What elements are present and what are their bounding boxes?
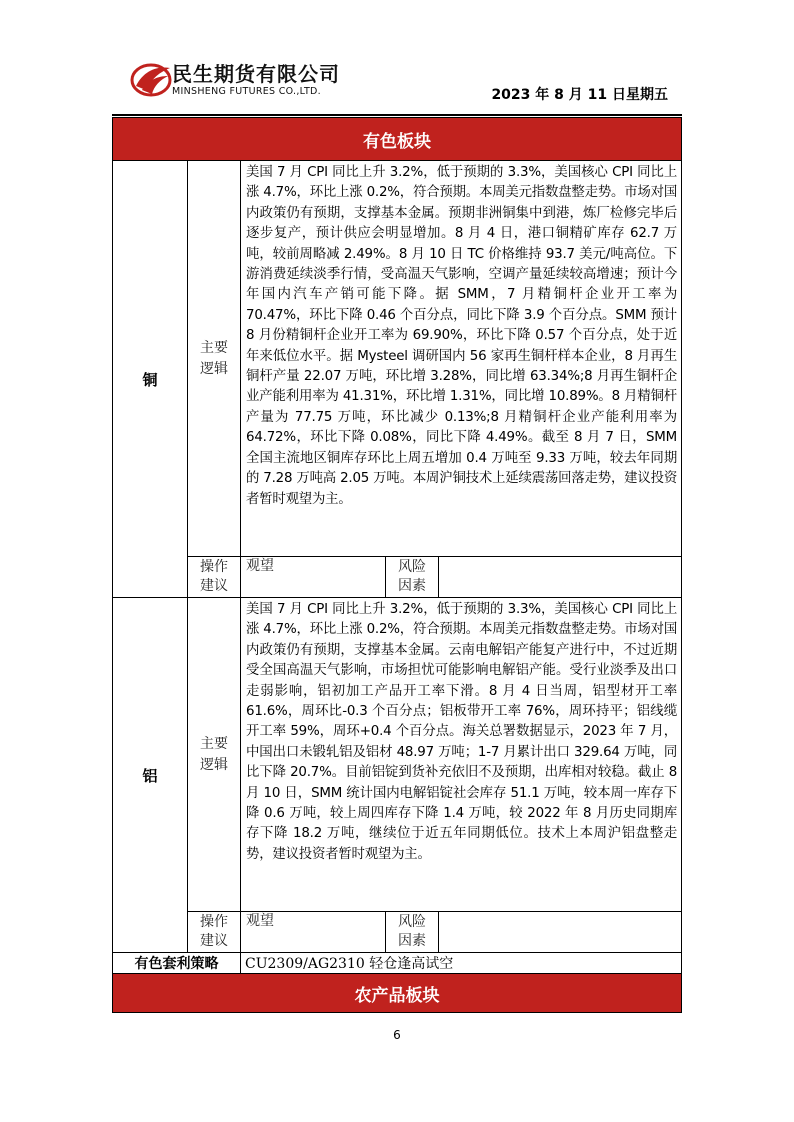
arbitrage-label: 有色套利策略 (113, 953, 241, 974)
page-number: 6 (393, 1028, 401, 1042)
arbitrage-value: CU2309/AG2310 轻仓逢高试空 (241, 953, 682, 974)
company-name-cn: 民生期货有限公司 (172, 62, 340, 86)
copper-label: 铜 (113, 161, 188, 598)
aluminum-logic-label: 主要逻辑 (188, 598, 241, 912)
copper-op-label: 操作建议 (188, 557, 241, 598)
aluminum-risk-label: 风险因素 (386, 912, 439, 953)
copper-risk-value (439, 557, 682, 598)
header-divider (112, 114, 682, 116)
aluminum-label: 铝 (113, 598, 188, 953)
aluminum-op-value: 观望 (241, 912, 386, 953)
agri-section-header: 农产品板块 (113, 974, 682, 1013)
nonferrous-section-header: 有色板块 (113, 118, 682, 161)
nonferrous-table (112, 117, 682, 1013)
copper-risk-label: 风险因素 (386, 557, 439, 598)
aluminum-risk-value (439, 912, 682, 953)
copper-op-value: 观望 (241, 557, 386, 598)
minsheng-logo-icon (130, 60, 174, 98)
page-header (112, 54, 682, 114)
company-name-en: MINSHENG FUTURES CO.,LTD. (172, 86, 321, 97)
aluminum-op-label: 操作建议 (188, 912, 241, 953)
copper-logic-label: 主要逻辑 (188, 161, 241, 557)
copper-logic-text: 美国 7 月 CPI 同比上升 3.2%，低于预期的 3.3%，美国核心 CPI 同比上涨 4.7%，环比上涨 0.2%，符合预期。本周美元指数盘整走势。市场对国内政策仍有预期，支撑基本金属。预期非洲铜集中到港，炼厂检修完毕后逐步复产，预计供应会明显增加。8 月 4 日，港口铜精矿库存 62.7 万吨，较前周略减 2.49%。8 月 10 日 TC 价格维持 93.7 美元/吨高位。下游消费延续淡季行情，受高温天气影响，空调产量延续较高增速；预计今年国内汽车产销可能下降。据 SMM，7 月精铜杆企业开工率为 70.47%，环比下降 0.46 个百分点，同比下降 3.9 个百分点。SMM 预计 8 月份精铜杆企业开工率为 69.90%，环比下降 0.57 个百分点，处于近年来低位水平。据 Mysteel 调研国内 56 家再生铜杆样本企业，8 月再生铜杆产量 22.07 万吨，环比增 3.28%，同比增 63.34%;8 月再生铜杆企业产能利用率为 41.31%，环比增 1.31%，同比增 10.89%。8 月精铜杆产量为 77.75 万吨，环比减少 0.13%;8 月精铜杆企业产能利用率为 64.72%，环比下降 0.08%，同比下降 4.49%。截至 8 月 7 日，SMM 全国主流地区铜库存环比上周五增加 0.4 万吨至 9.33 万吨，较去年同期的 7.28 万吨高 2.05 万吨。本周沪铜技术上延续震荡回落走势，建议投资者暂时观望为主。 (241, 161, 682, 557)
report-date: 2023 年 8 月 11 日星期五 (491, 87, 668, 103)
aluminum-logic-text: 美国 7 月 CPI 同比上升 3.2%，低于预期的 3.3%，美国核心 CPI 同比上涨 4.7%，环比上涨 0.2%，符合预期。本周美元指数盘整走势。市场对国内政策仍有预期，支撑基本金属。云南电解铝产能复产进行中，不过近期受全国高温天气影响，市场担忧可能影响电解铝产能。受行业淡季及出口走弱影响，铝初加工产品开工率下滑。8 月 4 日当周，铝型材开工率 61.6%，周环比-0.3 个百分点；铝板带开工率 76%，周环持平；铝线缆开工率 59%，周环+0.4 个百分点。海关总署数据显示，2023 年 7 月，中国出口未锻轧铝及铝材 48.97 万吨；1-7 月累计出口 329.64 万吨，同比下降 20.7%。目前铝锭到货补充依旧不及预期，出库相对较稳。截止 8 月 10 日，SMM 统计国内电解铝锭社会库存 51.1 万吨，较本周一库存下降 0.6 万吨，较上周四库存下降 1.4 万吨，较 2022 年 8 月历史同期库存下降 18.2 万吨，继续位于近五年同期低位。技术上本周沪铝盘整走势，建议投资者暂时观望为主。 (241, 598, 682, 912)
